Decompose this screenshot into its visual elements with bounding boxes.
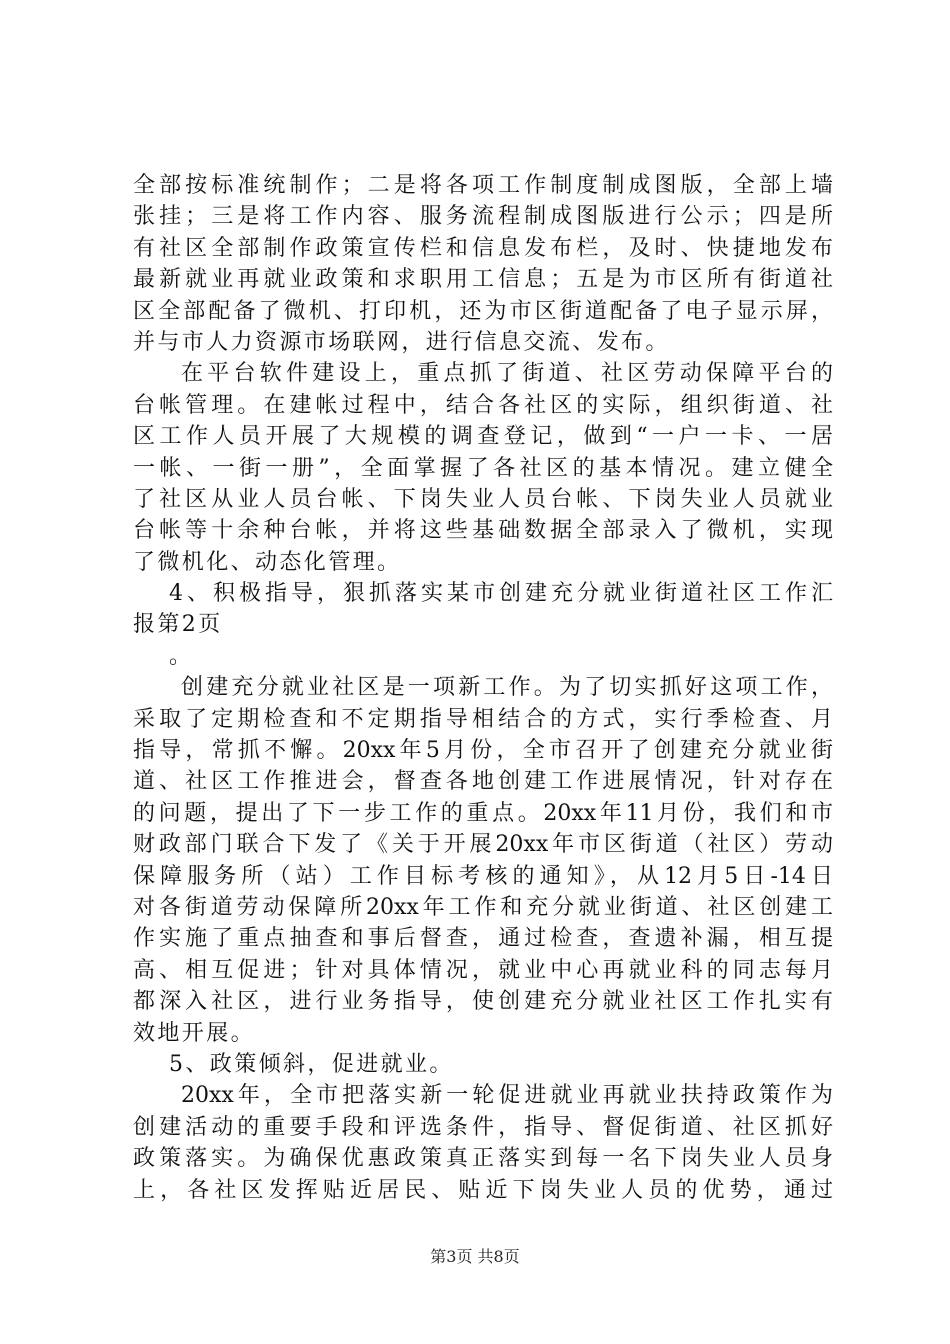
- page-footer: 第3页 共8页: [430, 1247, 520, 1266]
- text-line: 对各街道劳动保障所20xx年工作和充分就业街道、社区创建工: [133, 894, 833, 920]
- text-line: 最新就业再就业政策和求职用工信息；五是为市区所有街道社: [133, 267, 833, 293]
- section-heading: 5、政策倾斜，促进就业。: [169, 1051, 454, 1077]
- text-line: 作实施了重点抽查和事后督查，通过检查，查遗补漏，相互提: [133, 926, 833, 952]
- text-line: 高、相互促进；针对具体情况，就业中心再就业科的同志每月: [133, 957, 833, 983]
- text-line: 创建活动的重要手段和评选条件，指导、督促街道、社区抓好: [133, 1114, 833, 1140]
- text-line: 都深入社区，进行业务指导，使创建充分就业社区工作扎实有: [133, 989, 833, 1015]
- text-line: 并与市人力资源市场联网，进行信息交流、发布。: [133, 329, 670, 355]
- text-line: 在平台软件建设上，重点抓了街道、社区劳动保障平台的: [181, 361, 833, 387]
- text-line: 上，各社区发挥贴近居民、贴近下岗失业人员的优势，通过: [133, 1177, 833, 1203]
- text-line: 效地开展。: [133, 1020, 256, 1046]
- document-body: [133, 170, 833, 1206]
- text-line: 财政部门联合下发了《关于开展20xx年市区街道（社区）劳动: [133, 832, 833, 858]
- text-line: 创建充分就业社区是一项新工作。为了切实抓好这项工作，: [181, 675, 833, 701]
- text-line: 有社区全部制作政策宣传栏和信息发布栏，及时、快捷地发布: [133, 235, 833, 261]
- text-line: 采取了定期检查和不定期指导相结合的方式，实行季检查、月: [133, 706, 833, 732]
- section-heading: 4、积极指导，狠抓落实某市创建充分就业街道社区工作汇: [169, 581, 833, 607]
- text-line: 道、社区工作推进会，督查各地创建工作进展情况，针对存在: [133, 769, 833, 795]
- text-line: 区全部配备了微机、打印机，还为市区街道配备了电子显示屏，: [133, 298, 833, 324]
- text-line: 台帐等十余种台帐，并将这些基础数据全部录入了微机，实现: [133, 518, 833, 544]
- text-line: 一帐、一街一册”，全面掌握了各社区的基本情况。建立健全: [133, 455, 833, 481]
- text-line: 了微机化、动态化管理。: [133, 549, 402, 575]
- text-line: 保障服务所（站）工作目标考核的通知》，从12月5日-14日: [133, 863, 833, 889]
- text-line: 指导，常抓不懈。20xx年5月份，全市召开了创建充分就业街: [133, 738, 833, 764]
- text-line: 。: [169, 643, 194, 669]
- text-line: 区工作人员开展了大规模的调查登记，做到“一户一卡、一居: [133, 424, 833, 450]
- text-line: 全部按标准统制作；二是将各项工作制度制成图版，全部上墙: [133, 173, 833, 198]
- text-line: 的问题，提出了下一步工作的重点。20xx年11月份，我们和市: [133, 800, 833, 826]
- text-line: 20xx年，全市把落实新一轮促进就业再就业扶持政策作为: [181, 1083, 833, 1109]
- text-line: 报第2页: [133, 612, 223, 638]
- text-line: 台帐管理。在建帐过程中，结合各社区的实际，组织街道、社: [133, 392, 833, 418]
- text-line: 了社区从业人员台帐、下岗失业人员台帐、下岗失业人员就业: [133, 486, 833, 512]
- text-line: 张挂；三是将工作内容、服务流程制成图版进行公示；四是所: [133, 204, 833, 230]
- text-line: 政策落实。为确保优惠政策真正落实到每一名下岗失业人员身: [133, 1146, 833, 1172]
